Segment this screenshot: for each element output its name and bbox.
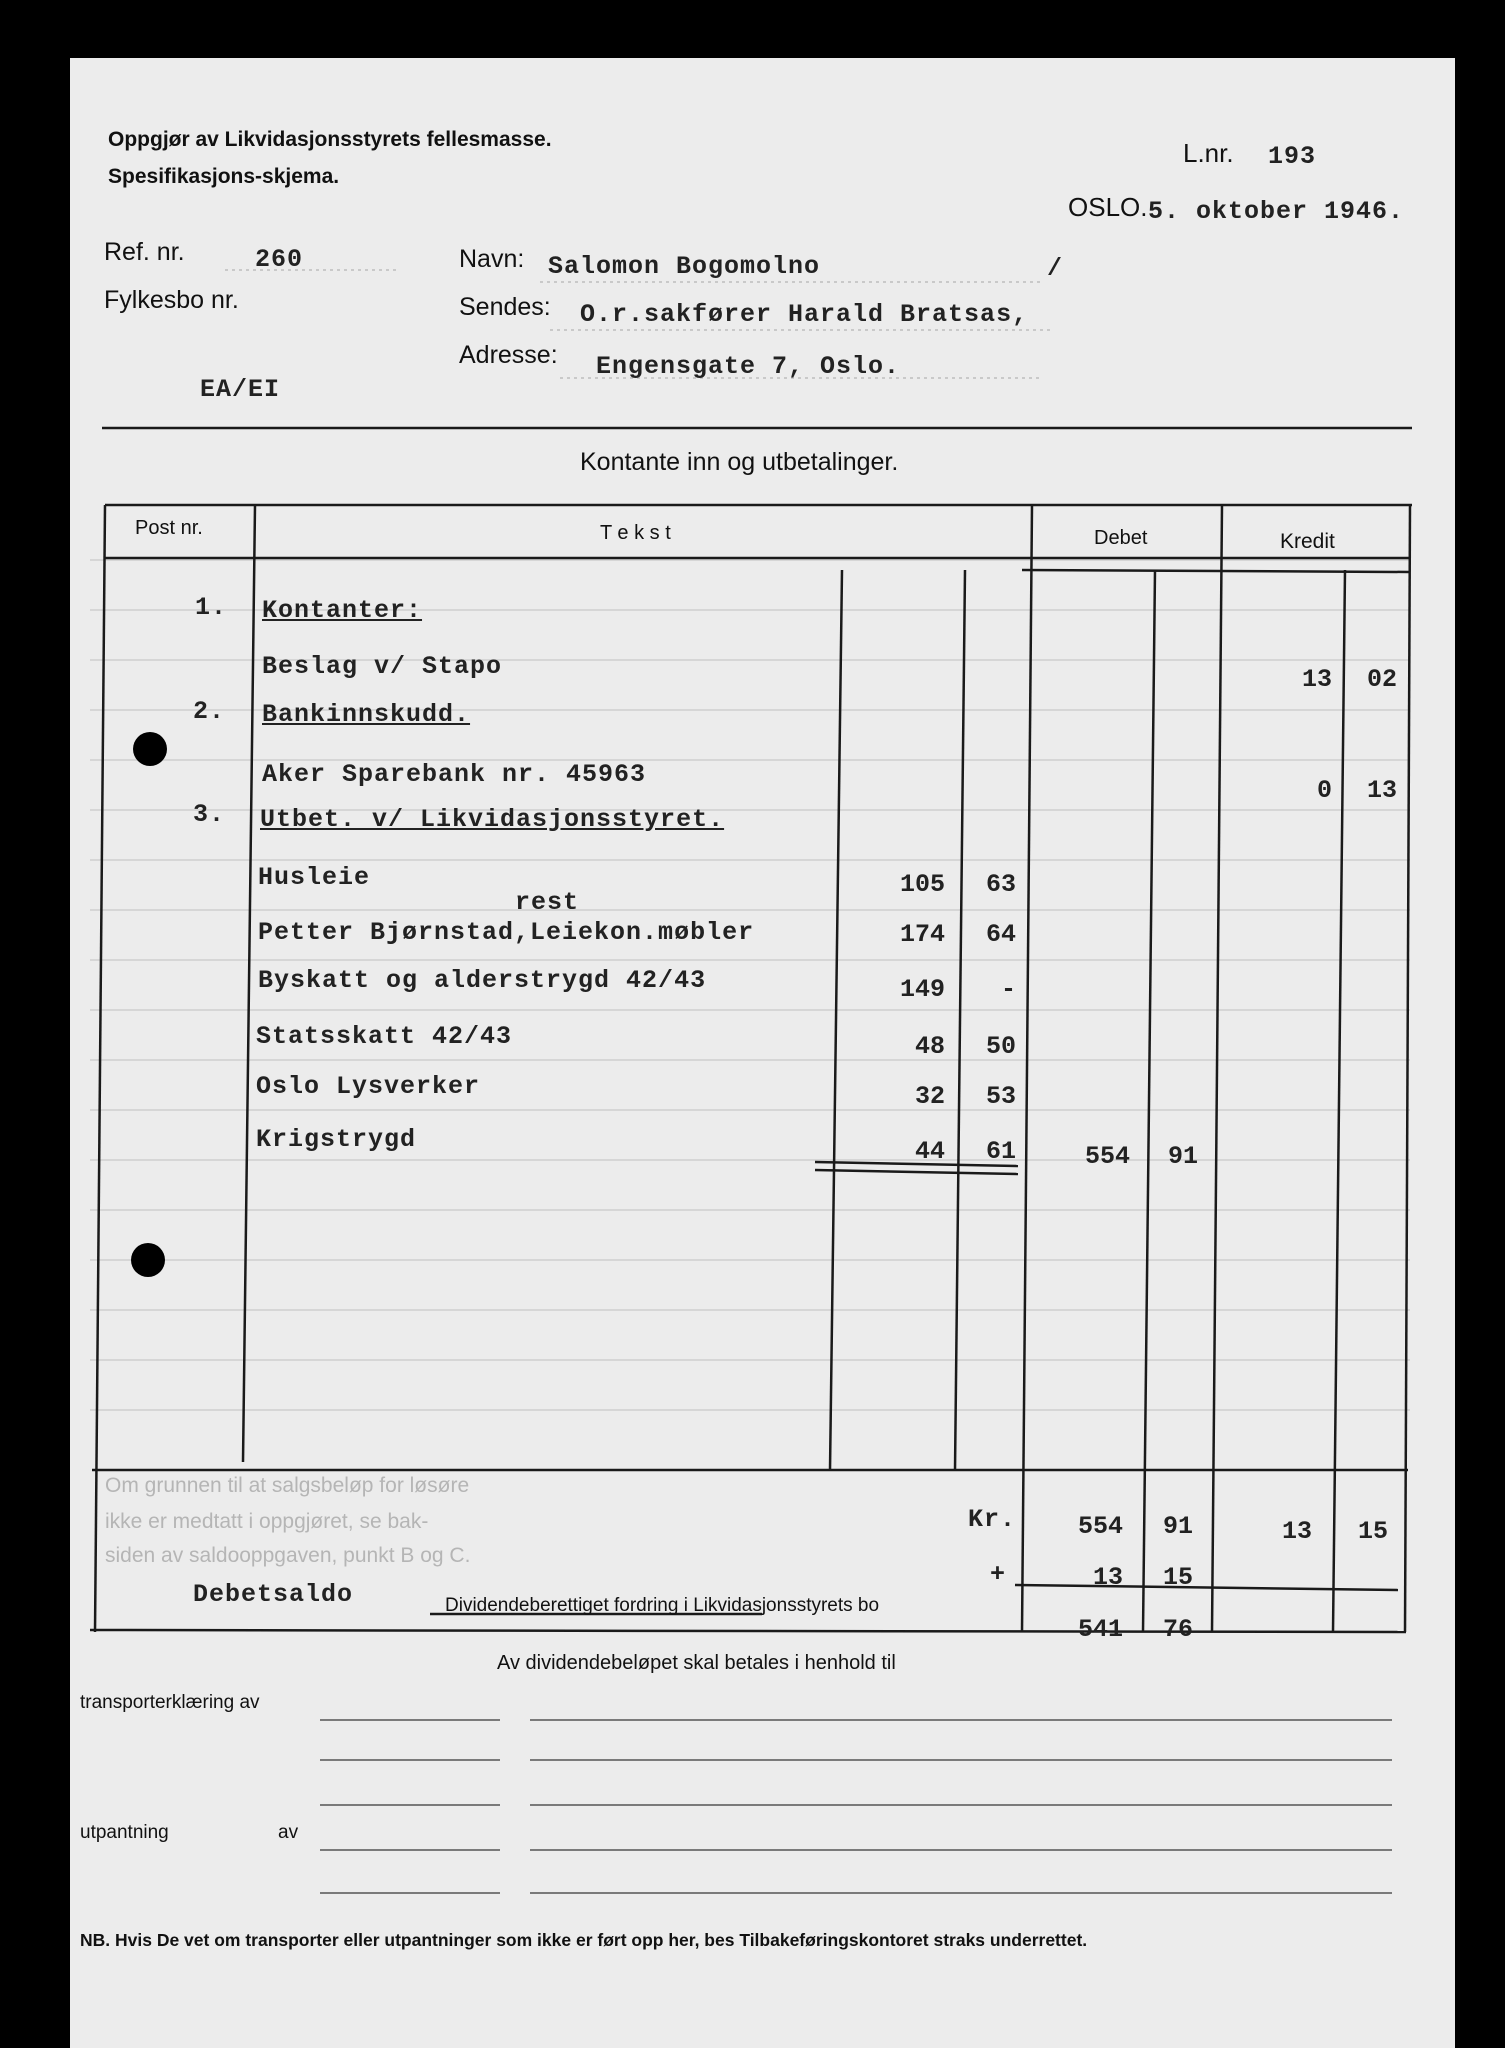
- note-line: siden av saldooppgaven, punkt B og C.: [105, 1544, 471, 1567]
- sub-kr: 48: [914, 1032, 945, 1061]
- col-debet: Debet: [1094, 527, 1148, 549]
- row-text: Beslag v/ Stapo: [262, 652, 503, 681]
- ref-value: 260: [255, 245, 304, 274]
- dividend-text: Dividendeberettiget fordring i Likvidasjonsstyrets bo: [445, 1595, 880, 1616]
- transport-label: transporterklæring av: [80, 1692, 260, 1713]
- navn-slash: /: [1047, 254, 1064, 283]
- total-debet-kr: 554: [1077, 1512, 1123, 1541]
- section-title: Kontante inn og utbetalinger.: [580, 448, 899, 476]
- row-text: Husleie: [258, 863, 371, 892]
- total-kredit-ore: 15: [1357, 1517, 1388, 1546]
- kredit-kr: 0: [1316, 776, 1332, 805]
- row-text: Aker Sparebank nr. 45963: [262, 760, 647, 789]
- total-kredit-kr: 13: [1281, 1517, 1312, 1546]
- ref-label: Ref. nr.: [104, 238, 185, 266]
- col-post: Post nr.: [135, 517, 203, 539]
- fylkesbo-label: Fylkesbo nr.: [104, 286, 239, 314]
- sendes-value: O.r.sakfører Harald Bratsas,: [580, 300, 1029, 329]
- utpantning-label: utpantning: [80, 1822, 169, 1843]
- punch-hole-top: [133, 732, 167, 766]
- sub-kr: 44: [914, 1137, 945, 1166]
- navn-value: Salomon Bogomolno: [548, 252, 821, 281]
- form-title: Oppgjør av Likvidasjonsstyrets fellesmasse.: [108, 128, 552, 151]
- sendes-label: Sendes:: [459, 293, 551, 321]
- sub-kr: 105: [899, 870, 945, 899]
- utpantning-av: av: [278, 1822, 299, 1843]
- sub-ore: 63: [985, 870, 1016, 899]
- col-kredit: Kredit: [1280, 530, 1335, 553]
- lnr-value: 193: [1268, 142, 1317, 171]
- note-line: Om grunnen til at salgsbeløp for løsøre: [105, 1474, 470, 1497]
- adresse-label: Adresse:: [459, 341, 558, 369]
- kr-label: Kr.: [968, 1505, 1017, 1534]
- sub-ore: -: [1000, 975, 1016, 1004]
- note-line: ikke er medtatt i oppgjøret, se bak-: [105, 1510, 429, 1533]
- form-subtitle: Spesifikasjons-skjema.: [108, 165, 340, 188]
- kredit-kr: 13: [1301, 665, 1332, 694]
- initials: EA/EI: [200, 375, 281, 404]
- date-value: 5. oktober 1946.: [1148, 197, 1405, 226]
- kredit-ore: 02: [1366, 665, 1397, 694]
- row-text: Oslo Lysverker: [256, 1072, 481, 1101]
- sub-ore: 50: [985, 1032, 1016, 1061]
- row-text: Krigstrygd: [256, 1125, 417, 1154]
- row-text: Utbet. v/ Likvidasjonsstyret.: [260, 805, 725, 834]
- kredit-ore: 13: [1366, 776, 1397, 805]
- date-place: OSLO.: [1068, 192, 1148, 222]
- plus-kr: 13: [1092, 1563, 1123, 1592]
- row-text: Statsskatt 42/43: [256, 1022, 513, 1051]
- result-kr: 541: [1077, 1615, 1123, 1644]
- debet-ore: 91: [1167, 1142, 1198, 1171]
- lnr-label: L.nr.: [1183, 138, 1234, 168]
- row-note: rest: [515, 888, 580, 917]
- sub-ore: 61: [985, 1137, 1016, 1166]
- row-text: Byskatt og alderstrygd 42/43: [258, 966, 707, 995]
- sub-kr: 32: [914, 1082, 945, 1111]
- navn-label: Navn:: [459, 245, 525, 273]
- plus-label: +: [990, 1560, 1007, 1589]
- post-number: 3.: [193, 800, 226, 829]
- post-number: 2.: [193, 697, 226, 726]
- row-text: Petter Bjørnstad,Leiekon.møbler: [258, 918, 755, 947]
- row-text: Bankinnskudd.: [262, 700, 471, 729]
- sub-ore: 64: [985, 920, 1016, 949]
- sub-kr: 149: [899, 975, 945, 1004]
- punch-hole-bottom: [131, 1243, 165, 1277]
- post-number: 1.: [195, 593, 228, 622]
- plus-ore: 15: [1162, 1563, 1193, 1592]
- debetsaldo-label: Debetsaldo: [193, 1580, 354, 1609]
- row-text: Kontanter:: [262, 596, 423, 625]
- nb-notice: NB. Hvis De vet om transporter eller utpantninger som ikke er ført opp her, bes Tilbakeføringskontoret straks underrettet.: [80, 1930, 1088, 1950]
- sub-kr: 174: [899, 920, 945, 949]
- total-debet-ore: 91: [1162, 1512, 1193, 1541]
- result-ore: 76: [1162, 1615, 1193, 1644]
- sub-ore: 53: [985, 1082, 1016, 1111]
- debet-kr: 554: [1084, 1142, 1130, 1171]
- av-dividend: Av dividendebeløpet skal betales i henhold til: [497, 1652, 896, 1674]
- adresse-value: Engensgate 7, Oslo.: [596, 352, 901, 381]
- col-tekst: T e k s t: [600, 522, 671, 544]
